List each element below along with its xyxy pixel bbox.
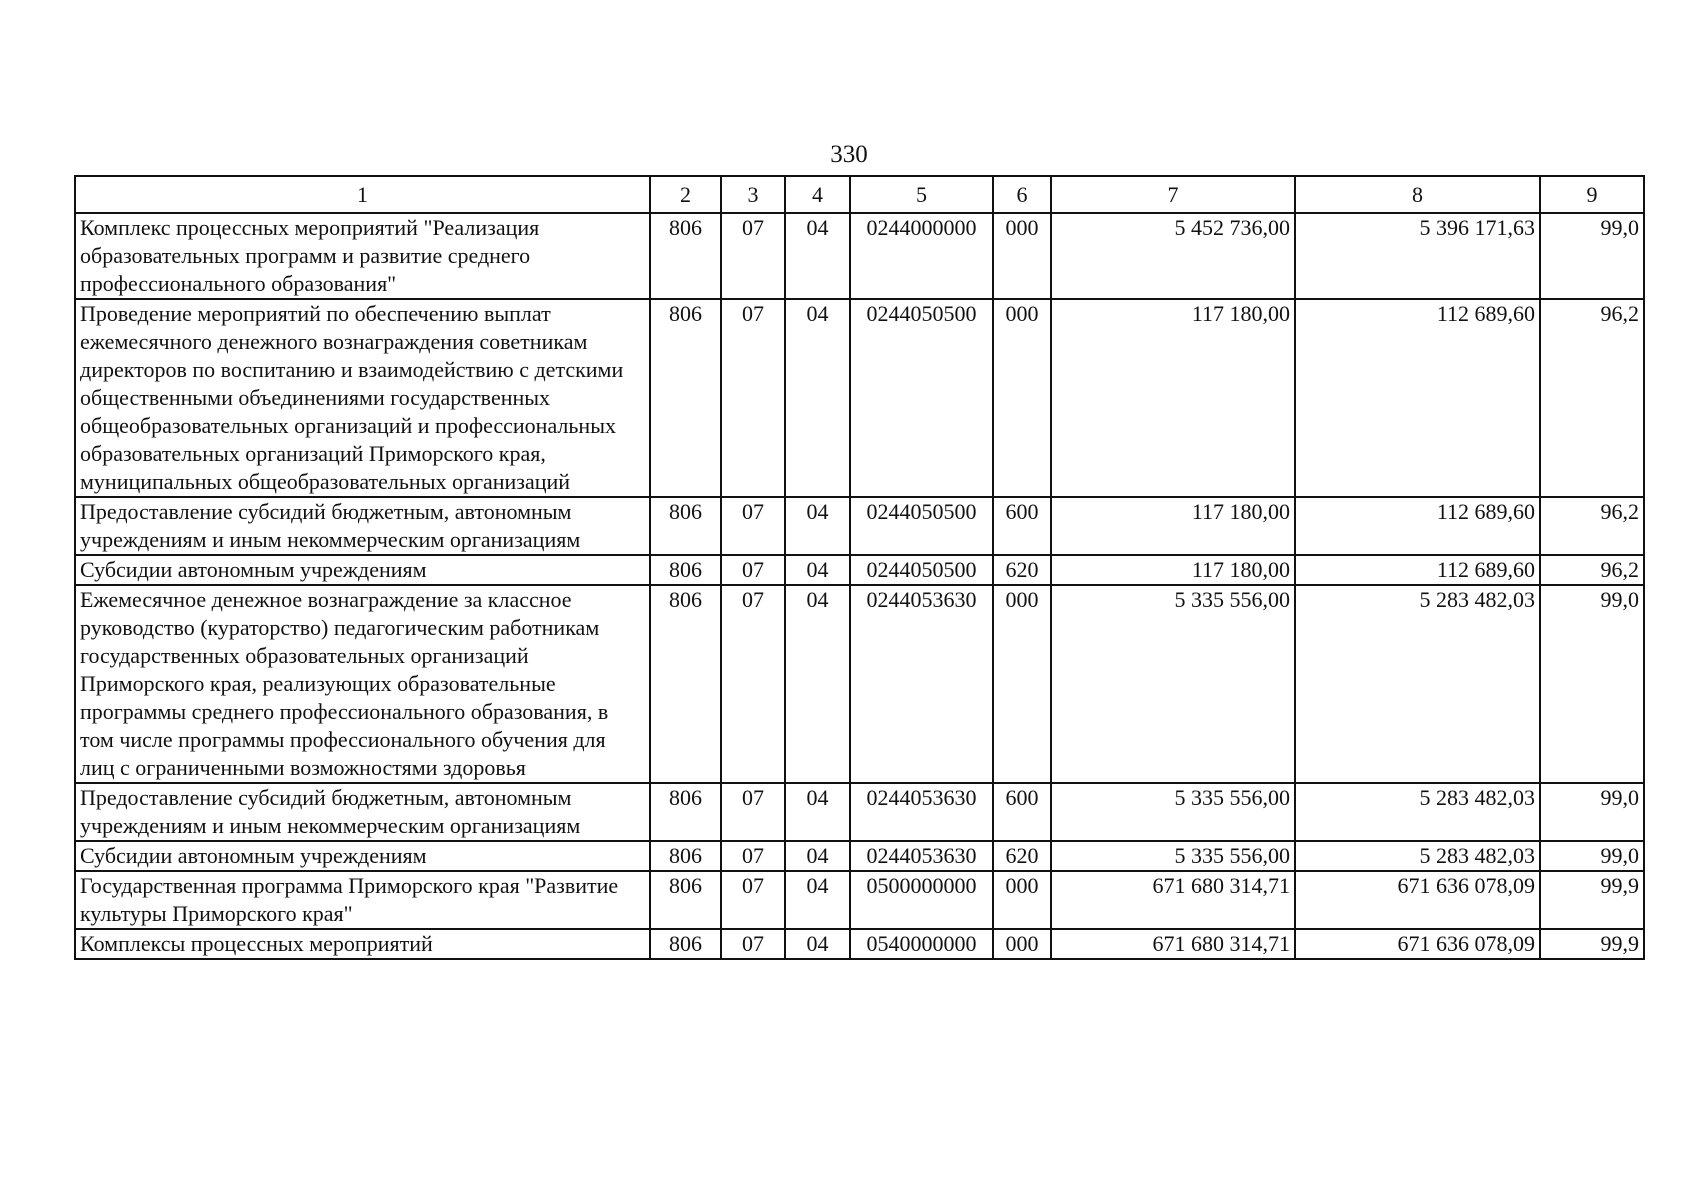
row-code-2: 806: [650, 585, 721, 783]
row-code-6: 000: [993, 871, 1051, 929]
row-code-4: 04: [785, 783, 850, 841]
row-name: Ежемесячное денежное вознаграждение за классное руководство (кураторство) педагогическим работникам государственных образовательных организаций Приморского края, реализующих образовательные программы среднего профессионального образования, в том числе программы профессионального обучения для лиц с ограниченными возможностями здоровья: [75, 585, 650, 783]
row-code-4: 04: [785, 555, 850, 585]
table-row: [75, 299, 1644, 497]
row-name: Субсидии автономным учреждениям: [75, 555, 650, 585]
row-name: Комплексы процессных мероприятий: [75, 929, 650, 959]
row-code-5: 0244050500: [850, 299, 993, 497]
row-value-7: 117 180,00: [1051, 555, 1295, 585]
row-code-3: 07: [721, 783, 785, 841]
row-code-5: 0244050500: [850, 555, 993, 585]
row-value-8: 112 689,60: [1295, 497, 1540, 555]
table-row: [75, 213, 1644, 299]
table-row: [75, 929, 1644, 959]
row-code-6: 000: [993, 213, 1051, 299]
column-header: 8: [1295, 176, 1540, 213]
row-code-4: 04: [785, 213, 850, 299]
row-value-7: 5 452 736,00: [1051, 213, 1295, 299]
row-name: Субсидии автономным учреждениям: [75, 841, 650, 871]
row-percent-9: 96,2: [1540, 555, 1644, 585]
row-code-6: 000: [993, 929, 1051, 959]
page-number: 330: [830, 141, 868, 168]
row-name: Проведение мероприятий по обеспечению выплат ежемесячного денежного вознаграждения советникам директоров по воспитанию и взаимодействию с детскими общественными объединениями государственных общеобразовательных организаций и профессиональных образовательных организаций Приморского края, муниципальных общеобразовательных организаций: [75, 299, 650, 497]
row-value-8: 112 689,60: [1295, 299, 1540, 497]
table-row: [75, 497, 1644, 555]
row-value-8: 112 689,60: [1295, 555, 1540, 585]
row-code-4: 04: [785, 299, 850, 497]
row-code-2: 806: [650, 929, 721, 959]
table-header-row: [75, 176, 1644, 213]
row-code-3: 07: [721, 929, 785, 959]
table-row: [75, 871, 1644, 929]
row-value-8: 5 396 171,63: [1295, 213, 1540, 299]
row-value-8: 5 283 482,03: [1295, 841, 1540, 871]
row-code-5: 0500000000: [850, 871, 993, 929]
row-value-7: 5 335 556,00: [1051, 783, 1295, 841]
row-percent-9: 96,2: [1540, 497, 1644, 555]
column-header: 4: [785, 176, 850, 213]
row-code-5: 0540000000: [850, 929, 993, 959]
row-code-5: 0244050500: [850, 497, 993, 555]
row-percent-9: 99,9: [1540, 929, 1644, 959]
column-header: 1: [75, 176, 650, 213]
row-code-4: 04: [785, 841, 850, 871]
row-percent-9: 99,0: [1540, 783, 1644, 841]
table-body: [75, 213, 1644, 959]
row-code-4: 04: [785, 929, 850, 959]
row-code-4: 04: [785, 585, 850, 783]
row-code-2: 806: [650, 871, 721, 929]
row-code-2: 806: [650, 841, 721, 871]
row-value-8: 5 283 482,03: [1295, 783, 1540, 841]
row-percent-9: 96,2: [1540, 299, 1644, 497]
row-code-6: 620: [993, 841, 1051, 871]
row-percent-9: 99,0: [1540, 213, 1644, 299]
row-percent-9: 99,0: [1540, 841, 1644, 871]
row-code-6: 600: [993, 497, 1051, 555]
row-name: Предоставление субсидий бюджетным, автономным учреждениям и иным некоммерческим организациям: [75, 497, 650, 555]
column-header: 2: [650, 176, 721, 213]
row-value-7: 5 335 556,00: [1051, 841, 1295, 871]
row-code-5: 0244053630: [850, 783, 993, 841]
row-code-3: 07: [721, 555, 785, 585]
row-code-3: 07: [721, 213, 785, 299]
row-code-2: 806: [650, 783, 721, 841]
row-name: Комплекс процессных мероприятий "Реализация образовательных программ и развитие среднего профессионального образования": [75, 213, 650, 299]
table-row: [75, 555, 1644, 585]
table-row: [75, 841, 1644, 871]
column-header: 3: [721, 176, 785, 213]
row-value-8: 5 283 482,03: [1295, 585, 1540, 783]
row-name: Предоставление субсидий бюджетным, автономным учреждениям и иным некоммерческим организациям: [75, 783, 650, 841]
row-value-7: 117 180,00: [1051, 497, 1295, 555]
row-code-3: 07: [721, 841, 785, 871]
row-code-6: 000: [993, 585, 1051, 783]
table-row: [75, 783, 1644, 841]
row-percent-9: 99,9: [1540, 871, 1644, 929]
row-code-6: 620: [993, 555, 1051, 585]
row-code-6: 600: [993, 783, 1051, 841]
table-row: [75, 585, 1644, 783]
row-value-8: 671 636 078,09: [1295, 929, 1540, 959]
row-value-7: 671 680 314,71: [1051, 871, 1295, 929]
row-value-7: 671 680 314,71: [1051, 929, 1295, 959]
row-code-2: 806: [650, 213, 721, 299]
row-code-4: 04: [785, 497, 850, 555]
row-code-2: 806: [650, 497, 721, 555]
column-header: 5: [850, 176, 993, 213]
row-code-5: 0244000000: [850, 213, 993, 299]
row-code-4: 04: [785, 871, 850, 929]
row-code-2: 806: [650, 555, 721, 585]
row-name: Государственная программа Приморского края "Развитие культуры Приморского края": [75, 871, 650, 929]
column-header: 7: [1051, 176, 1295, 213]
row-value-8: 671 636 078,09: [1295, 871, 1540, 929]
row-code-5: 0244053630: [850, 841, 993, 871]
column-header: 6: [993, 176, 1051, 213]
row-code-3: 07: [721, 497, 785, 555]
row-code-2: 806: [650, 299, 721, 497]
row-percent-9: 99,0: [1540, 585, 1644, 783]
row-code-3: 07: [721, 299, 785, 497]
row-code-3: 07: [721, 585, 785, 783]
row-value-7: 5 335 556,00: [1051, 585, 1295, 783]
column-header: 9: [1540, 176, 1644, 213]
row-value-7: 117 180,00: [1051, 299, 1295, 497]
row-code-6: 000: [993, 299, 1051, 497]
row-code-3: 07: [721, 871, 785, 929]
row-code-5: 0244053630: [850, 585, 993, 783]
budget-table: [74, 175, 1645, 960]
